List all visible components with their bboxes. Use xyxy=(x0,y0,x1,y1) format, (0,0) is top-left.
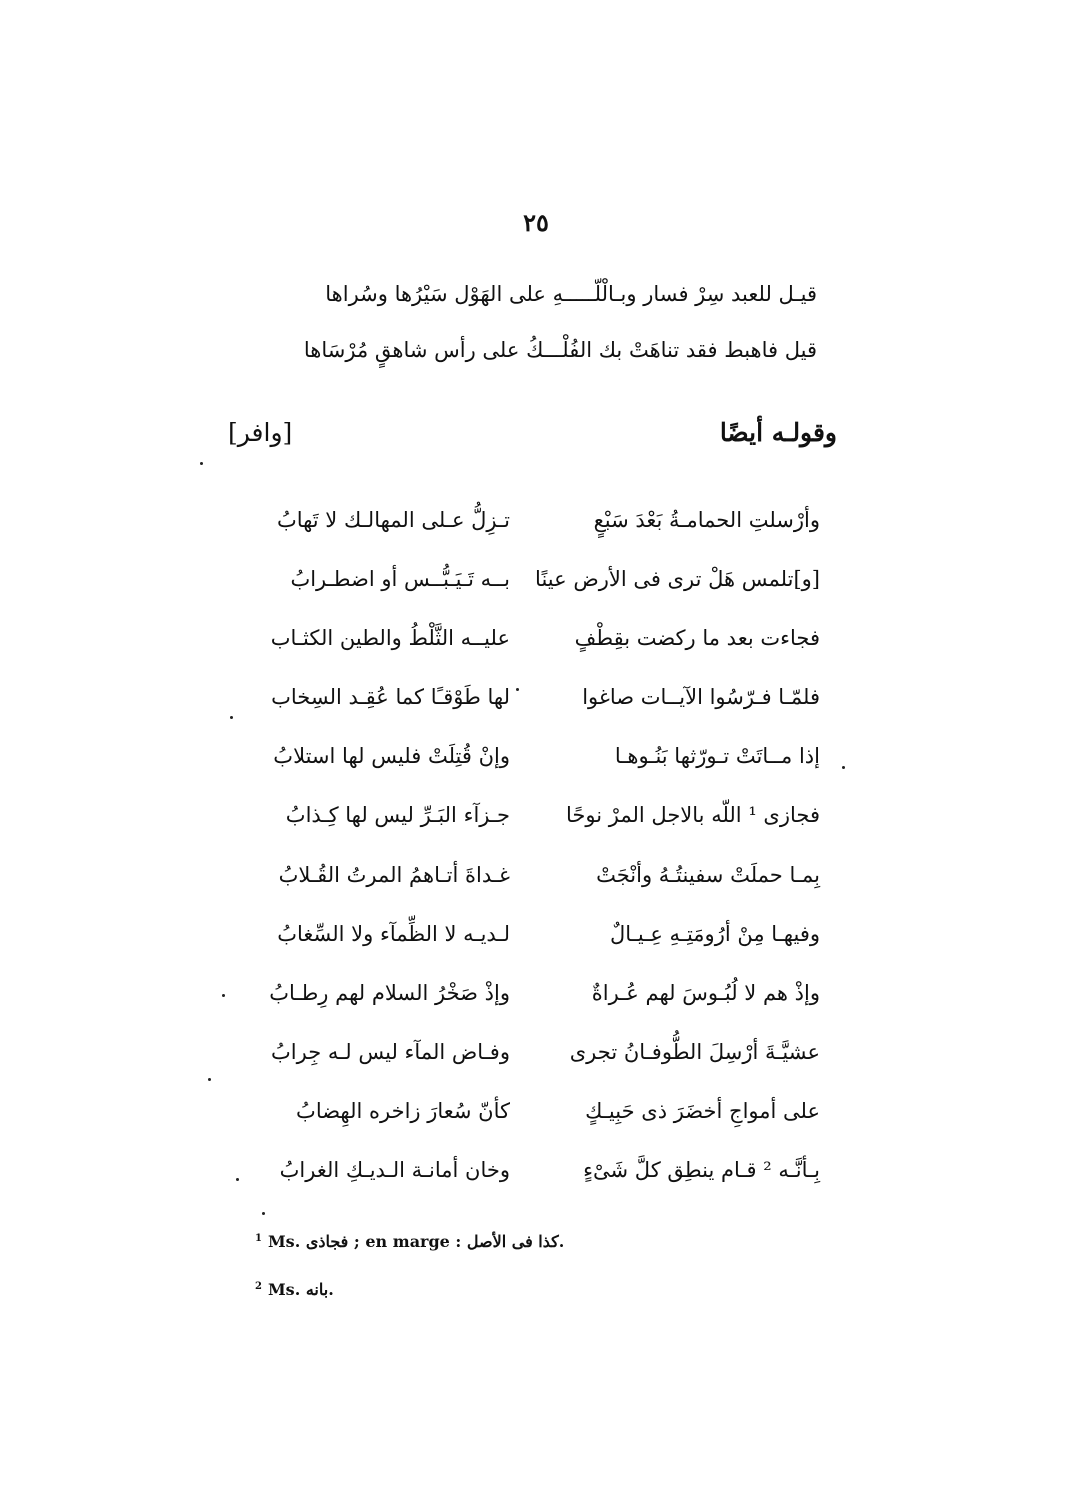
verse-row xyxy=(240,500,840,559)
footnote-text: Ms. فجاذى ; en marge : xyxy=(267,1232,467,1251)
verse-first-hemistich: على أمواجِ أخضَرَ ذى حَبِيـكٍ xyxy=(585,1098,820,1123)
footnote-marker: 2 xyxy=(255,1280,262,1292)
intro-verse-line: قيـل للعبد سِرْ فسار وبـالْلّـــــهِ على الهَوْل سَيْرُها وسُراها xyxy=(325,282,817,306)
scan-speck xyxy=(208,1078,211,1081)
verse-second-hemistich: وخان أمانـة الـديـكِ الغرابُ xyxy=(279,1158,510,1183)
scan-speck xyxy=(842,766,845,769)
footnote xyxy=(255,1280,334,1299)
footnote-marker: 1 xyxy=(255,1232,262,1244)
scan-speck xyxy=(236,1178,239,1181)
verse-second-hemistich: غـداةَ أتـاهمُ المرتُ القُـلابُ xyxy=(278,862,510,887)
verse-first-hemistich: وأرْسلتِ الحمامـةُ بَعْدَ سَبْعٍ xyxy=(593,508,820,532)
poem-verses xyxy=(240,500,840,1209)
footnote-end: . xyxy=(558,1232,565,1251)
page-number: ٢٥ xyxy=(523,208,549,237)
verse-first-hemistich: وفيهـا مِنْ أرُومَتِـهِ عِـيـالٌ xyxy=(610,921,820,946)
verse-second-hemistich: بــه تَـيَـبُّــس أو اضطـرابُ xyxy=(290,567,510,592)
verse-second-hemistich: وفـاض المآء ليس لـه جِرابُ xyxy=(271,1039,510,1064)
verse-row xyxy=(240,914,840,973)
verse-row xyxy=(240,736,840,795)
verse-first-hemistich: عشيَّـةَ أرْسِلَ الطُّوفـانُ تجرى xyxy=(569,1039,820,1064)
scan-speck xyxy=(262,1212,265,1215)
verse-second-hemistich: كأنّ سُعارَ زاخره الهِضابُ xyxy=(296,1098,510,1123)
verse-second-hemistich: وإنْ قُتِلَتْ فليس لها استلابُ xyxy=(273,744,510,769)
section-heading: وقولـه أيضًا xyxy=(719,418,837,447)
verse-row xyxy=(240,677,840,736)
verse-second-hemistich: تـزِلُّ عـلى المهالـك لا تَهابُ xyxy=(276,508,510,532)
verse-row xyxy=(240,1091,840,1150)
verse-row xyxy=(240,795,840,854)
verse-first-hemistich: وإذْ هم لا لُبُـوسَ لهم عُـراةٌ xyxy=(591,980,820,1005)
verse-first-hemistich: فجازى ¹ اللّه بالاجل المرْ نوحًا xyxy=(566,803,820,828)
intro-verse-line: قيل فاهبط فقد تناهَتْ بك الفُلْـــكُ على رأس شاهقٍ مُرْسَاها xyxy=(303,338,817,362)
verse-row xyxy=(240,1032,840,1091)
scan-speck xyxy=(516,688,519,691)
verse-row xyxy=(240,1150,840,1209)
verse-first-hemistich: [و]تلمس هَلْ ترى فى الأرض عينًا xyxy=(535,567,820,592)
verse-first-hemistich: بِمـا حملَتْ سفينتُـهُ وأنْجَتْ xyxy=(596,862,820,887)
verse-first-hemistich: فلمّـا فـرّسُوا الآيــات صاغوا xyxy=(582,685,820,710)
verse-second-hemistich: جـزآء البَـرِّ ليس لها كِـذابُ xyxy=(285,803,510,828)
scan-speck xyxy=(222,994,225,997)
verse-row xyxy=(240,559,840,618)
scan-speck xyxy=(200,462,203,465)
footnote-arabic: بانه xyxy=(305,1280,329,1299)
verse-second-hemistich: لـديـه لا الظِّمآء ولا السِّغابُ xyxy=(277,921,510,946)
footnote-arabic: كذا فى الأصل xyxy=(466,1232,559,1251)
footnote-end: . xyxy=(328,1280,334,1299)
verse-row xyxy=(240,618,840,677)
footnote xyxy=(255,1232,564,1251)
footnote-text: Ms. xyxy=(267,1280,306,1299)
verse-second-hemistich: لها طَوْقـًا كما عُقِـد السِخاب xyxy=(271,685,510,710)
scan-speck xyxy=(230,716,233,719)
verse-first-hemistich: بِـأنَّـه ² قـام ينطِق كلَّ شَىْءٍ xyxy=(583,1158,820,1183)
verse-row xyxy=(240,973,840,1032)
meter-label: [وافر] xyxy=(228,418,293,447)
verse-second-hemistich: عليــه الثَّلْطُ والطين الكثـاب xyxy=(270,626,510,651)
verse-first-hemistich: فجاءت بعد ما ركضت بقِطْفٍ xyxy=(574,626,820,651)
verse-first-hemistich: إذا مــاتَتْ تـورّثها بَنُـوهـا xyxy=(614,744,820,769)
verse-second-hemistich: وإذْ صَخْرُ السلام لهم رِطـابُ xyxy=(269,980,510,1005)
verse-row xyxy=(240,855,840,914)
